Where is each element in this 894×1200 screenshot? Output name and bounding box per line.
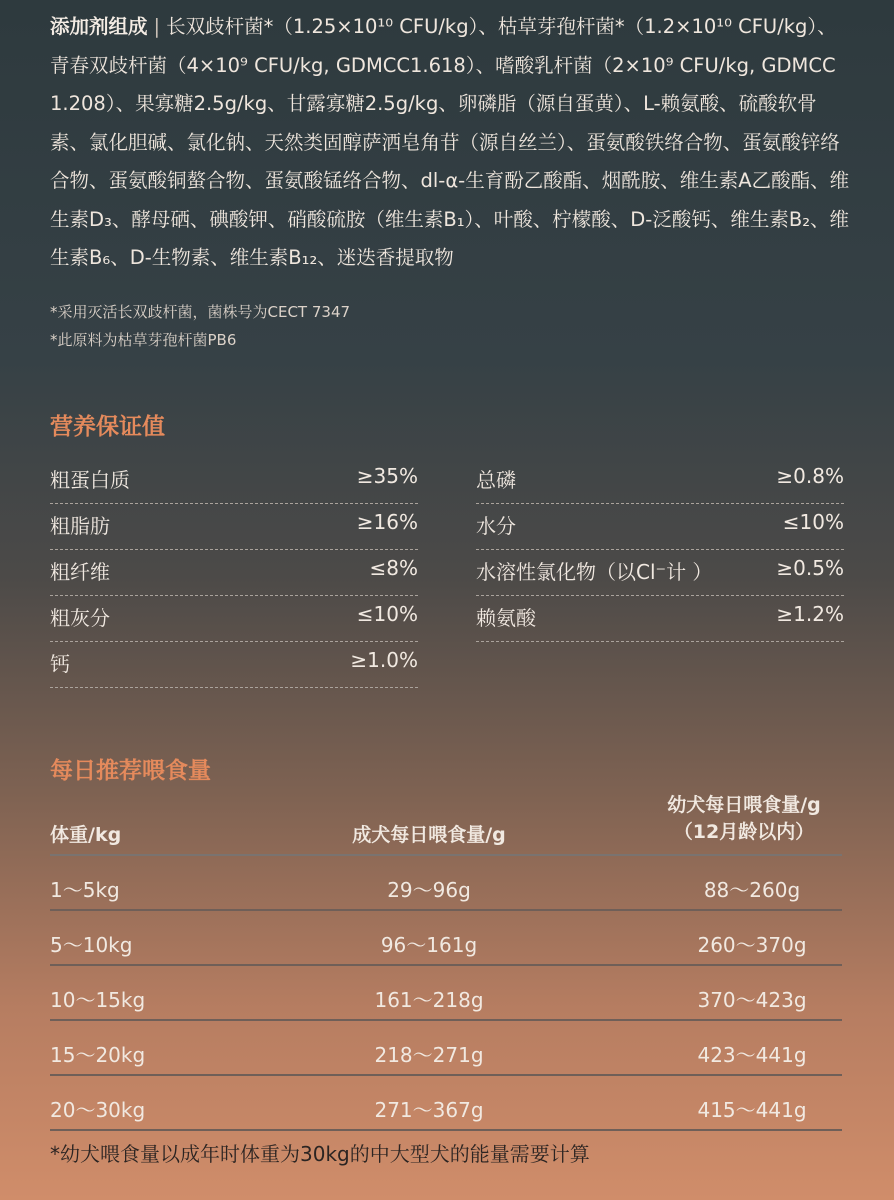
- nutrient-value: ≥0.8%: [776, 464, 844, 488]
- note-line: *采用灭活长双歧杆菌，菌株号为CECT 7347: [50, 303, 351, 321]
- feeding-table-header: [50, 782, 842, 856]
- nutrient-value: ≥16%: [356, 510, 418, 534]
- cell-weight: 5～10kg: [50, 933, 133, 957]
- cell-puppy: 88～260g: [703, 878, 801, 902]
- feeding-footnote: *幼犬喂食量以成年时体重为30kg的中大型犬的能量需要计算: [50, 1142, 590, 1166]
- ingredients-separator: |: [153, 15, 161, 38]
- nutrition-row: [50, 458, 418, 504]
- cell-adult: 271～367g: [374, 1098, 484, 1122]
- ingredient-notes: [50, 298, 350, 354]
- nutrient-value: ≥1.2%: [776, 602, 844, 626]
- header-puppy-line1: 幼犬每日喂食量/g: [667, 794, 821, 816]
- table-row: [50, 1021, 842, 1076]
- nutrient-value: ≤8%: [369, 556, 418, 580]
- nutrient-value: ≤10%: [782, 510, 844, 534]
- nutrient-value: ≥0.5%: [776, 556, 844, 580]
- nutrient-name: 水分: [476, 514, 516, 538]
- nutrition-row: [50, 596, 418, 642]
- table-row: [50, 911, 842, 966]
- cell-weight: 10～15kg: [50, 988, 146, 1012]
- header-puppy: [638, 792, 850, 846]
- nutrition-heading: 营养保证值: [50, 414, 165, 440]
- nutrient-name: 粗灰分: [50, 606, 110, 630]
- nutrient-name: 粗纤维: [50, 560, 110, 584]
- note-line: *此原料为枯草芽孢杆菌PB6: [50, 331, 237, 349]
- feeding-table: [50, 782, 842, 1131]
- nutrition-right-column: [476, 458, 844, 642]
- nutrient-value: ≥35%: [356, 464, 418, 488]
- header-adult: 成犬每日喂食量/g: [352, 824, 506, 846]
- ingredients-text: 长双歧杆菌*（1.25×10¹⁰ CFU/kg）、枯草芽孢杆菌*（1.2×10¹⁰ CFU/kg）、青春双歧杆菌（4×10⁹ CFU/kg, GDMCC1.618）、嗜酸乳杆菌（2×10⁹ CFU/kg, GDMCC 1.208）、果寡糖2.5g/kg、甘露寡糖2.5g/kg、卵磷脂（源自蛋黄）、L-赖氨酸、硫酸软骨素、氯化胆碱、氯化钠、天然类固醇萨洒皂角苷（源自丝兰）、蛋氨酸铁络合物、蛋氨酸锌络合物、蛋氨酸铜螯合物、蛋氨酸锰络合物、dl-α-生育酚乙酸酯、烟酰胺、维生素A乙酸酯、维生素D₃、酵母硒、碘酸钾、硝酸硫胺（维生素B₁）、叶酸、柠檬酸、D-泛酸钙、维生素B₂、维生素B₆、D-生物素、维生素B₁₂、迷迭香提取物: [50, 15, 850, 269]
- cell-puppy: 415～441g: [697, 1098, 807, 1122]
- cell-weight: 1～5kg: [50, 878, 120, 902]
- nutrition-row: [476, 458, 844, 504]
- table-row: [50, 966, 842, 1021]
- table-row: [50, 856, 842, 911]
- ingredients-label: 添加剂组成: [50, 15, 148, 38]
- cell-weight: 20～30kg: [50, 1098, 146, 1122]
- cell-adult: 161～218g: [374, 988, 484, 1012]
- nutrition-row: [476, 550, 844, 596]
- nutrient-value: ≥1.0%: [350, 648, 418, 672]
- cell-adult: 218～271g: [374, 1043, 484, 1067]
- cell-adult: 96～161g: [380, 933, 478, 957]
- nutrition-row: [50, 550, 418, 596]
- nutrient-value: ≤10%: [356, 602, 418, 626]
- cell-weight: 15～20kg: [50, 1043, 146, 1067]
- header-puppy-line2: （12月龄以内）: [673, 821, 815, 843]
- nutrient-name: 粗蛋白质: [50, 468, 130, 492]
- cell-adult: 29～96g: [387, 878, 471, 902]
- cell-puppy: 260～370g: [697, 933, 807, 957]
- nutrition-row: [476, 504, 844, 550]
- ingredients-paragraph: [50, 8, 855, 278]
- nutrition-row: [50, 504, 418, 550]
- nutrient-name: 钙: [50, 652, 70, 676]
- table-row: [50, 1076, 842, 1131]
- cell-puppy: 370～423g: [697, 988, 807, 1012]
- nutrient-name: 水溶性氯化物（以Cl⁻计 ）: [476, 560, 713, 584]
- feeding-heading: 每日推荐喂食量: [50, 758, 211, 784]
- nutrient-name: 赖氨酸: [476, 606, 536, 630]
- nutrient-name: 粗脂肪: [50, 514, 110, 538]
- nutrition-row: [50, 642, 418, 688]
- nutrient-name: 总磷: [476, 468, 516, 492]
- nutrition-left-column: [50, 458, 418, 688]
- nutrition-row: [476, 596, 844, 642]
- cell-puppy: 423～441g: [697, 1043, 807, 1067]
- header-weight: 体重/kg: [50, 824, 122, 846]
- nutrition-table: [50, 458, 844, 688]
